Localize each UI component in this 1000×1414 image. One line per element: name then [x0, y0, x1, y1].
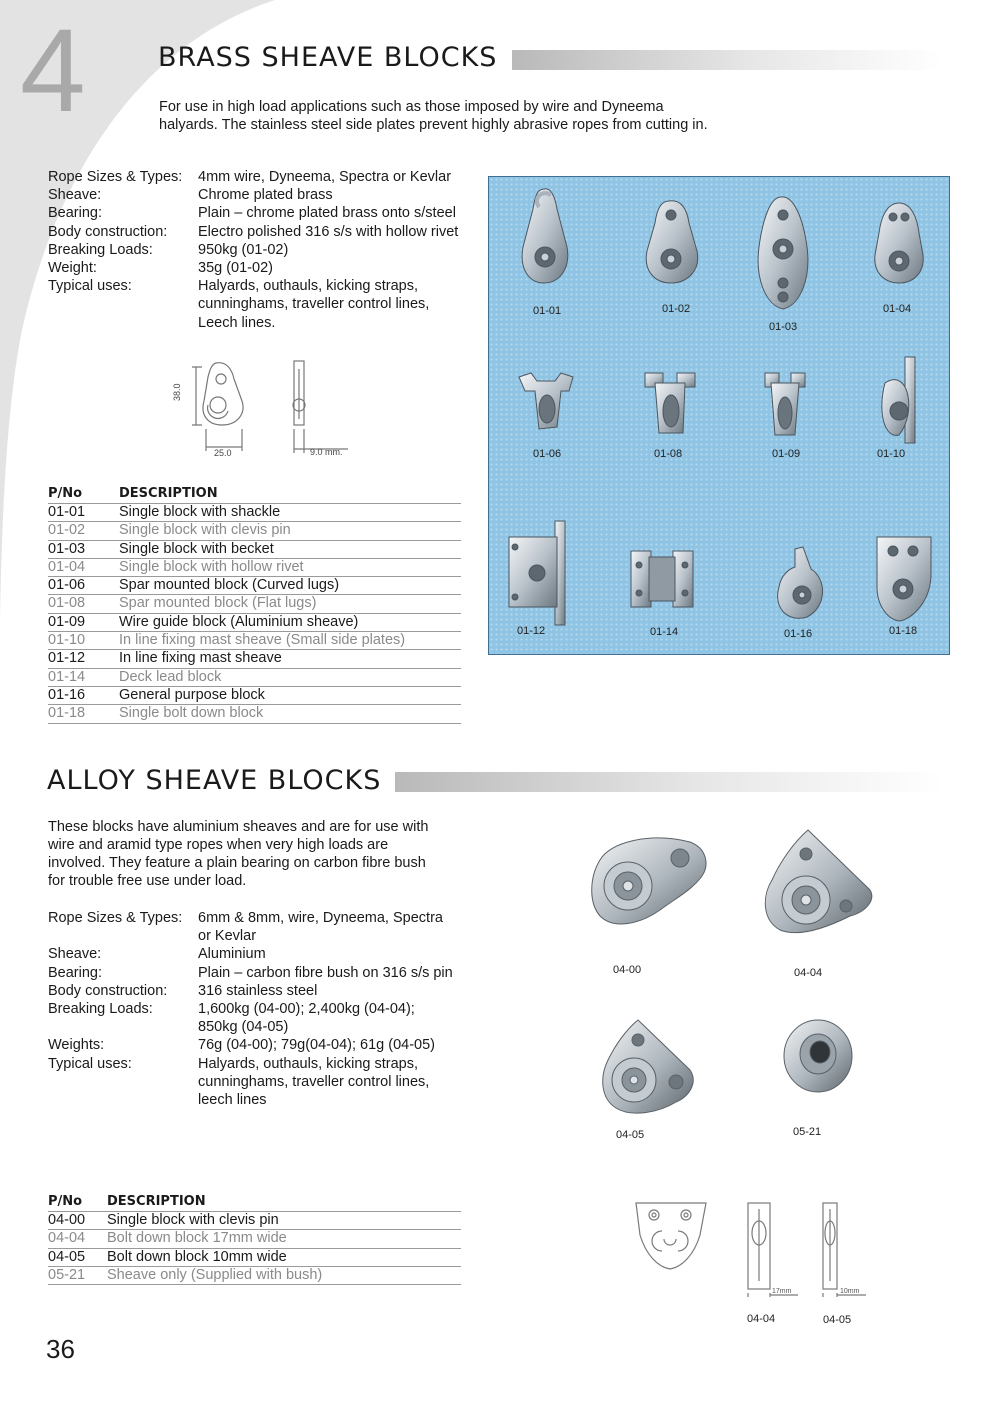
description-header: DESCRIPTION [119, 486, 218, 501]
part-number: 01-01 [48, 504, 86, 520]
sheave-05-21-image [784, 1020, 852, 1092]
spec-label: Breaking Loads: [48, 241, 153, 258]
spec-label: Body construction: [48, 223, 168, 240]
spec-value: 950kg (01-02) [198, 241, 289, 258]
table-row [48, 614, 461, 632]
spec-row-rope [48, 168, 488, 186]
alloy-parts-table [48, 1194, 461, 1285]
block-01-12-image [509, 521, 565, 625]
spec-label: Body construction: [48, 982, 168, 999]
photo-label-01-02: 01-02 [662, 303, 691, 315]
description-header: DESCRIPTION [107, 1194, 206, 1209]
spec-label: Rope Sizes & Types: [48, 169, 183, 185]
spec-row-breaking-loads [48, 241, 488, 259]
spec-value: Chrome plated brass [198, 187, 333, 204]
dim-17mm: 17mm [772, 1288, 792, 1295]
product-label-04-00: 04-00 [613, 964, 642, 976]
spec-label: Weights: [48, 1037, 105, 1054]
spec-row-breaking-loads [48, 1000, 488, 1036]
table-row [48, 504, 461, 522]
block-01-16-image [778, 547, 823, 618]
brass-intro-line: halyards. The stainless steel side plates prevent highly abrasive ropes from cutting in. [159, 117, 708, 133]
part-description: Sheave only (Supplied with bush) [107, 1266, 323, 1283]
spec-row-sheave [48, 945, 488, 963]
part-description: Spar mounted block (Curved lugs) [119, 577, 340, 594]
part-number: 01-09 [48, 613, 86, 630]
spec-label: Sheave: [48, 187, 102, 204]
block-01-02-image [646, 201, 697, 283]
photo-label-01-03: 01-03 [769, 321, 798, 333]
table-header [48, 1194, 461, 1212]
part-number: 04-05 [48, 1248, 86, 1265]
table-header [48, 486, 461, 504]
spec-value: or Kevlar [198, 928, 257, 945]
part-description: Bolt down block 17mm wide [107, 1230, 287, 1247]
part-description: General purpose block [119, 686, 265, 703]
spec-label: Sheave: [48, 946, 102, 963]
table-row [48, 522, 461, 540]
part-description: In line fixing mast sheave [119, 650, 282, 667]
photo-label-01-10: 01-10 [877, 448, 906, 460]
product-label-05-21: 05-21 [793, 1126, 822, 1138]
spec-value: 76g (04-00); 79g(04-04); 61g (04-05) [198, 1037, 435, 1054]
brass-title-bar [512, 50, 942, 70]
photo-label-01-18: 01-18 [889, 625, 918, 637]
part-number: 01-03 [48, 540, 86, 557]
block-01-04-image [875, 203, 923, 283]
photo-label-01-14: 01-14 [650, 626, 679, 638]
alloy-title-bar [395, 772, 943, 792]
dim-10mm: 10mm [840, 1288, 860, 1295]
alloy-intro-line: involved. They feature a plain bearing on carbon fibre bush [48, 855, 426, 871]
part-number: 01-12 [48, 650, 86, 667]
pno-header: P/No [48, 1194, 83, 1209]
block-01-14-image [631, 551, 693, 607]
brass-spec-list [48, 168, 488, 332]
pno-header: P/No [48, 486, 83, 501]
dim-thickness: 9.0 mm. [310, 447, 343, 457]
photo-label-01-06: 01-06 [533, 448, 562, 460]
block-01-18-image [877, 537, 931, 621]
brass-block-technical-drawing [166, 355, 366, 465]
spec-value: Aluminium [198, 946, 266, 963]
table-row [48, 632, 461, 650]
spec-row-bearing [48, 964, 488, 982]
spec-row-uses [48, 1055, 488, 1110]
photo-label-01-08: 01-08 [654, 448, 683, 460]
part-description: Single block with shackle [119, 504, 281, 520]
alloy-intro-line: wire and aramid type ropes when very high loads are [48, 837, 389, 853]
part-description: In line fixing mast sheave (Small side plates) [119, 632, 406, 649]
spec-value: cunninghams, traveller control lines, [198, 1073, 430, 1090]
part-number: 01-04 [48, 558, 86, 575]
spec-value: cunninghams, traveller control lines, [198, 296, 430, 313]
spec-row-weight [48, 259, 488, 277]
page-number: 36 [46, 1334, 75, 1364]
spec-row-weights [48, 1036, 488, 1054]
table-row [48, 705, 461, 723]
spec-label: Bearing: [48, 205, 103, 222]
part-number: 01-18 [48, 705, 86, 722]
block-01-08-image [645, 373, 695, 433]
table-row [48, 669, 461, 687]
spec-row-sheave [48, 186, 488, 204]
photo-label-01-09: 01-09 [772, 448, 801, 460]
part-description: Bolt down block 10mm wide [107, 1248, 287, 1265]
block-04-00-image [592, 838, 706, 924]
spec-value: 35g (01-02) [198, 260, 273, 277]
part-description: Wire guide block (Aluminium sheave) [119, 613, 359, 630]
part-description: Single block with hollow rivet [119, 558, 304, 575]
photo-label-01-12: 01-12 [517, 625, 546, 637]
brass-intro-line: For use in high load applications such as those imposed by wire and Dyneema [159, 99, 664, 115]
block-01-01-image [522, 189, 568, 283]
table-row [48, 650, 461, 668]
product-label-04-04: 04-04 [794, 967, 823, 979]
brass-parts-table [48, 486, 461, 724]
table-row [48, 687, 461, 705]
table-row [48, 541, 461, 559]
table-row [48, 577, 461, 595]
product-label-04-05: 04-05 [616, 1129, 645, 1141]
spec-row-rope [48, 909, 488, 945]
spec-value: Leech lines. [198, 314, 276, 331]
block-01-06-image [519, 373, 573, 429]
alloy-intro-line: These blocks have aluminium sheaves and are for use with [48, 819, 429, 835]
table-row [48, 1212, 461, 1230]
brass-intro [159, 98, 779, 134]
drawing-label-04-05: 04-05 [823, 1314, 852, 1326]
part-description: Deck lead block [119, 668, 222, 685]
part-number: 05-21 [48, 1266, 86, 1283]
spec-value: 316 stainless steel [198, 982, 318, 999]
dim-width: 25.0 [214, 448, 232, 458]
table-row [48, 559, 461, 577]
chapter-number: 4 [20, 5, 86, 137]
spec-label: Rope Sizes & Types: [48, 910, 183, 926]
alloy-section-title: ALLOY SHEAVE BLOCKS [47, 765, 382, 796]
spec-value: 850kg (04-05) [198, 1019, 289, 1036]
spec-value: Plain – chrome plated brass onto s/steel [198, 205, 456, 222]
spec-row-bearing [48, 204, 488, 222]
table-row [48, 1267, 461, 1285]
drawing-label-04-04: 04-04 [747, 1313, 776, 1325]
part-number: 04-04 [48, 1230, 86, 1247]
part-number: 01-02 [48, 522, 86, 539]
spec-value: Halyards, outhauls, kicking straps, [198, 1055, 419, 1072]
spec-value: Plain – carbon fibre bush on 316 s/s pin [198, 964, 453, 981]
spec-value: Electro polished 316 s/s with hollow rivet [198, 223, 459, 240]
part-number: 01-10 [48, 632, 86, 649]
part-number: 01-06 [48, 577, 86, 594]
brass-product-photo-panel [488, 176, 950, 655]
photo-label-01-16: 01-16 [784, 628, 813, 640]
spec-label: Weight: [48, 260, 97, 277]
dim-height: 38.0 [172, 383, 182, 401]
table-row [48, 1230, 461, 1248]
table-row [48, 595, 461, 613]
spec-value: Halyards, outhauls, kicking straps, [198, 278, 419, 295]
alloy-spec-list [48, 909, 488, 1109]
part-description: Single block with clevis pin [107, 1212, 279, 1228]
spec-value: 1,600kg (04-00); 2,400kg (04-04); [198, 1001, 415, 1018]
spec-label: Typical uses: [48, 1055, 132, 1072]
part-number: 01-14 [48, 668, 86, 685]
spec-row-body [48, 223, 488, 241]
block-01-09-image [765, 373, 805, 435]
part-number: 01-16 [48, 686, 86, 703]
spec-label: Breaking Loads: [48, 1001, 153, 1018]
part-number: 04-00 [48, 1212, 86, 1228]
product-illustrations [489, 177, 950, 655]
spec-label: Typical uses: [48, 278, 132, 295]
block-01-03-image [758, 197, 808, 309]
spec-row-body [48, 982, 488, 1000]
spec-row-uses [48, 277, 488, 332]
part-number: 01-08 [48, 595, 86, 612]
spec-value: 4mm wire, Dyneema, Spectra or Kevlar [198, 169, 452, 185]
block-04-04-image [765, 830, 871, 933]
alloy-intro-line: for trouble free use under load. [48, 873, 247, 889]
alloy-intro [48, 818, 488, 890]
part-description: Single bolt down block [119, 705, 264, 722]
spec-value: 6mm & 8mm, wire, Dyneema, Spectra [198, 910, 443, 926]
photo-label-01-01: 01-01 [533, 305, 562, 317]
part-description: Spar mounted block (Flat lugs) [119, 595, 317, 612]
part-description: Single block with clevis pin [119, 522, 291, 539]
table-row [48, 1249, 461, 1267]
part-description: Single block with becket [119, 540, 274, 557]
block-01-10-image [882, 357, 915, 443]
alloy-technical-drawings [630, 1195, 880, 1305]
spec-label: Bearing: [48, 964, 103, 981]
block-04-05-image [603, 1020, 693, 1113]
photo-label-01-04: 01-04 [883, 303, 912, 315]
brass-section-title: BRASS SHEAVE BLOCKS [158, 42, 498, 73]
spec-value: leech lines [198, 1092, 267, 1109]
